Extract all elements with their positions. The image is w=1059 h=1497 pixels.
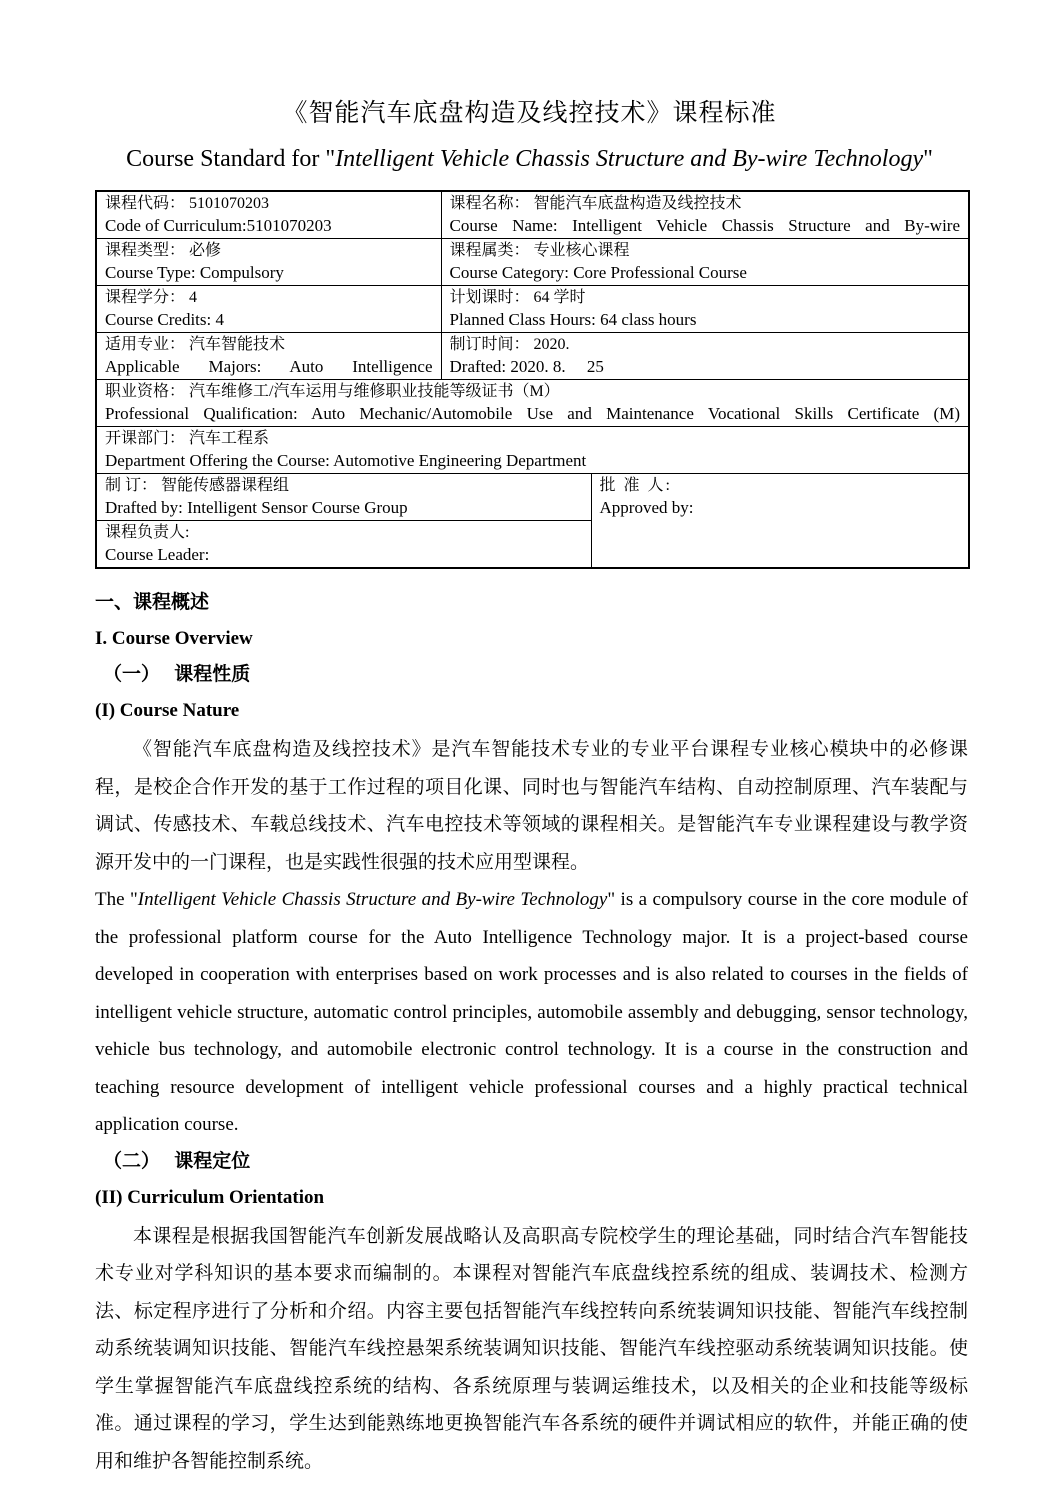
department-en: Department Offering the Course: Automotive Engineering Department xyxy=(105,451,587,470)
table-row-professional-qualification xyxy=(96,380,969,427)
doc-title-en-prefix: Course Standard for " xyxy=(126,146,336,172)
nature-en-body: " is a compulsory course in the core module of the professional platform course for the Auto Intelligence Technology major. It is a project-based course developed in cooperation with enterprises based on work processes and is also related to courses in the fields of intelligent vehicle structure, automatic control principles, automobile assembly and debugging, sensor technology, vehicle bus technology, and automobile electronic control technology. It is a course in the construction and teaching resource development of intelligent vehicle professional courses and a highly practical technical application course. xyxy=(95,889,968,1135)
course-leader-en: Course Leader: xyxy=(105,545,210,564)
cell-course-credits xyxy=(96,286,441,333)
course-leader-zh: 课程负责人: xyxy=(105,524,190,541)
professional-qualification-en: Professional Qualification: Auto Mechanic/Automobile Use and Maintenance Vocational Skills Certificate (M) xyxy=(105,404,960,423)
cell-department xyxy=(96,427,969,474)
drafted-date-en: Drafted: 2020. 8. 25 xyxy=(449,357,604,376)
applicable-majors-zh: 适用专业： 汽车智能技术 xyxy=(105,336,286,353)
class-hours-en: Planned Class Hours: 64 class hours xyxy=(449,310,697,329)
course-credits-en: Course Credits: 4 xyxy=(105,310,224,329)
cell-class-hours xyxy=(441,286,969,333)
section-1-2-heading-en: (II) Curriculum Orientation xyxy=(95,1186,325,1208)
section-1-heading-zh: 一、课程概述 xyxy=(95,592,210,613)
applicable-majors-en: Applicable Majors: Auto Intelligence xyxy=(105,357,433,376)
cell-drafted-by xyxy=(96,474,591,521)
cell-course-name xyxy=(441,191,969,239)
drafted-date-zh: 制订时间： 2020. xyxy=(449,336,570,353)
approved-by-en: Approved by: xyxy=(599,498,694,517)
table-row-department xyxy=(96,427,969,474)
professional-qualification-zh: 职业资格： 汽车维修工/汽车运用与维修职业技能等级证书（M） xyxy=(105,383,560,400)
course-code-zh: 课程代码： 5101070203 xyxy=(105,195,270,212)
course-code-en: Code of Curriculum:5101070203 xyxy=(105,216,332,235)
section-1-2-heading-zh: （二） 课程定位 xyxy=(103,1150,251,1172)
drafted-by-zh: 制 订： 智能传感器课程组 xyxy=(105,477,290,494)
section-1-1-heading-zh: （一） 课程性质 xyxy=(103,664,251,685)
approved-by-zh: 批 准 人: xyxy=(599,477,672,494)
nature-en-course-name: Intelligent Vehicle Chassis Structure and By-wire Technology xyxy=(137,889,608,910)
nature-en-prefix: The " xyxy=(95,889,138,910)
cell-professional-qualification xyxy=(96,380,969,427)
cell-approved-by xyxy=(591,474,969,569)
section-1-1-heading-en: (I) Course Nature xyxy=(95,700,240,721)
cell-drafted-date xyxy=(441,333,969,380)
course-category-zh: 课程属类： 专业核心课程 xyxy=(449,242,630,259)
table-row-applicable-majors xyxy=(96,333,969,380)
doc-title-zh: 《智能汽车底盘构造及线控技术》课程标准 xyxy=(282,100,777,127)
table-row-course-credits xyxy=(96,286,969,333)
course-info-table xyxy=(95,190,970,569)
department-zh: 开课部门： 汽车工程系 xyxy=(105,430,270,447)
section-1-heading-en: I. Course Overview xyxy=(95,628,253,649)
course-nature-paragraph-en xyxy=(95,881,968,1144)
doc-title-en xyxy=(0,144,1059,174)
course-name-zh: 课程名称： 智能汽车底盘构造及线控技术 xyxy=(449,195,742,212)
course-category-en: Course Category: Core Professional Course xyxy=(449,263,747,282)
course-nature-paragraph-zh: 《智能汽车底盘构造及线控技术》是汽车智能技术专业的专业平台课程专业核心模块中的必修课程，是校企合作开发的基于工作过程的项目化课、同时也与智能汽车结构、自动控制原理、汽车装配与调试、传感技术、车载总线技术、汽车电控技术等领域的课程相关。是智能汽车专业课程建设与教学资源开发中的一门课程，也是实践性很强的技术应用型课程。 xyxy=(95,739,968,873)
cell-course-leader xyxy=(96,521,591,569)
table-row-course-code xyxy=(96,191,969,239)
doc-title-en-suffix: " xyxy=(923,146,933,172)
cell-course-code xyxy=(96,191,441,239)
cell-course-category xyxy=(441,239,969,286)
drafted-by-en: Drafted by: Intelligent Sensor Course Group xyxy=(105,498,408,517)
cell-course-type xyxy=(96,239,441,286)
table-row-drafted-by xyxy=(96,474,969,521)
curriculum-orientation-paragraph-zh: 本课程是根据我国智能汽车创新发展战略认及高职高专院校学生的理论基础，同时结合汽车智能技术专业对学科知识的基本要求而编制的。本课程对智能汽车底盘线控系统的组成、装调技术、检测方法、标定程序进行了分析和介绍。内容主要包括智能汽车线控转向系统装调知识技能、智能汽车线控制动系统装调知识技能、智能汽车线控悬架系统装调知识技能、智能汽车线控驱动系统装调知识技能。使学生掌握智能汽车底盘线控系统的结构、各系统原理与装调运维技术，以及相关的企业和技能等级标准。通过课程的学习，学生达到能熟练地更换智能汽车各系统的硬件并调试相应的软件，并能正确的使用和维护各智能控制系统。 xyxy=(95,1225,968,1472)
doc-title-en-course-name: Intelligent Vehicle Chassis Structure and By-wire Technology xyxy=(335,146,924,172)
course-type-zh: 课程类型： 必修 xyxy=(105,242,222,259)
cell-applicable-majors xyxy=(96,333,441,380)
table-row-course-type xyxy=(96,239,969,286)
document-body xyxy=(95,585,968,1480)
course-type-en: Course Type: Compulsory xyxy=(105,263,284,282)
class-hours-zh: 计划课时： 64 学时 xyxy=(449,289,586,306)
course-credits-zh: 课程学分： 4 xyxy=(105,289,198,306)
course-name-en: Course Name: Intelligent Vehicle Chassis Structure and By-wire xyxy=(449,216,960,235)
